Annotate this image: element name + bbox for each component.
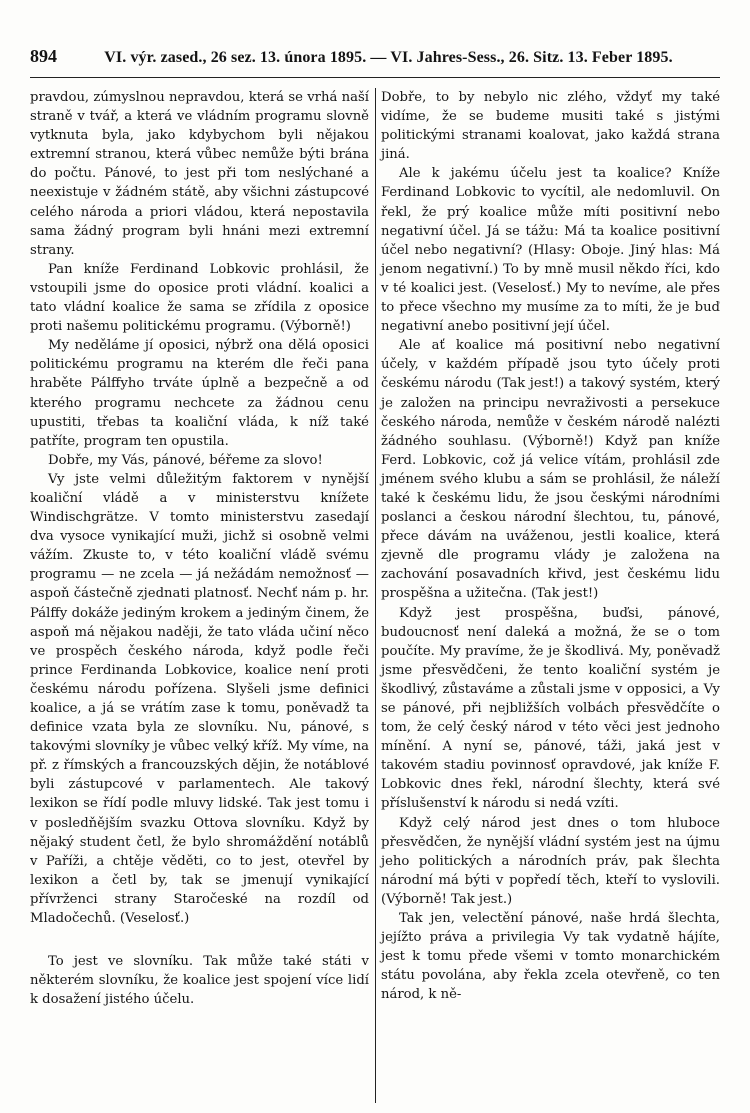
header-rule — [30, 77, 720, 78]
right-column — [375, 88, 720, 1103]
left-column — [30, 88, 375, 1103]
running-head: VI. výr. zased., 26 sez. 13. února 1895. — VI. Jahres-Sess., 26. Sitz. 13. Feber 1895. — [104, 49, 673, 66]
paragraph: Ale ať koalice má positivní nebo negativní účely, v každém případě jsou tyto účely proti českému národu (Tak jest!) a takový systém, který je založen na principu nevraživosti a persekuce českého národa, nemůže v českém národě nalézti žádného souhlasu. (Výborně!) Když pan kníže Ferd. Lobkovic, což já velice vítám, prohlásil zde jménem svého klubu a sám se prohlásil, že náleží také k českému lidu, že jsou českými národními poslanci a českou národní šlechtou, tu, pánové, přece dávám na uváženou, jestli koalice, která zjevně dle programu vlády je založena na zachování posavadních křivd, jest českému lidu prospěšna a užitečna. (Tak jest!) — [381, 338, 720, 602]
paragraph: Vy jste velmi důležitým faktorem v nynější koaliční vládě a v ministerstvu knížete Windischgrätze. V tomto ministerstvu zasedají dva vysoce vynikající muži, jichž si osobně velmi vážím. Zkuste to, v této koaliční vládě svému programu — ne zcela — já nežádám nemožnosť — aspoň částečně zjednati platnosť. Nechť nám p. hr. Pálffy dokáže jediným krokem a jediným činem, že aspoň má nějakou naději, že tato vláda učiní něco ve prospěch českého národa, když podle řeči prince Ferdinanda Lobkovice, koalice není proti českému národu pořízena. Slyšeli jsme definici koalice, a já se vrátím zase k tomu, poněvadž ta definice vzata byla ze slovníku. Nu, pánové, s takovými slovníky je vůbec velký kříž. My víme, na př. z římských a francouzských dějin, že notáblové byli zástupcové v parlamentech. Ale takový lexikon se řídí podle mluvy lidské. Tak jest tomu i v posledňějším svazku Ottova slovníku. Když by nějaký student četl, že bylo shromáždění notáblů v Paříži, a chtěje věděti, co to jest, otevřel by lexikon a četl by, tak se jmenují vynikající přívrženci strany Staročeské na rozdíl od Mladočechů. (Veselosť.) — [30, 471, 369, 927]
paragraph: Když jest prospěšna, buďsi, pánové, budoucnosť není daleká a možná, že se o tom poučíte. My pravíme, že je škodlivá. My, poněvadž jsme přesvědčeni, že tento koaliční systém je škodlivý, zůstaváme a zůstali jsme v opposici, a Vy se pánové, při nejbližších volbách přesvědčíte o tom, že celý český národ v této věci jest jednoho mínění. A nyní se, pánové, táži, jaká jest v takovém stadiu povinnosť opravdové, jak kníže F. Lobkovic dnes řekl, národní šlechty, která své příslušenství k národu si nedá vzíti. — [381, 605, 720, 812]
paragraph: Pan kníže Ferdinand Lobkovic prohlásil, že vstoupili jsme do oposice proti vládní. koalici a tato vládní koalice že sama se zřídila z oposice proti našemu politickému programu. (Výborně!) — [30, 261, 369, 335]
paragraph: pravdou, zúmyslnou nepravdou, která se vrhá naší straně v tvář, a která ve vládním programu slovně vytknuta byla, jako kdybychom byli nějakou extremní stranou, která vůbec nemůže býti brána do počtu. Pánové, to jest při tom neslýchané a neexistuje v žádném státě, aby všichni zástupcové celého národa a priori vládou, která nepostavila sama žádný program byli hnáni mezi extremní strany. — [30, 90, 369, 258]
paragraph: Tak jen, velectění pánové, naše hrdá šlechta, jejížto práva a privilegia Vy tak vydatně hájíte, jest k tomu přede všemi v tomto monarchickém státu povolána, aby řekla zcela otevřeně, co ten národ, k ně- — [381, 911, 720, 1003]
paragraph: Dobře, to by nebylo nic zlého, vždyť my také vidíme, že se budeme musiti také s jistými politickými stranami koalovat, jako každá strana jiná. — [381, 90, 720, 163]
page-number: 894 — [30, 46, 57, 66]
paragraph: Když celý národ jest dnes o tom hluboce přesvědčen, že nynější vládní systém jest na újmu jeho politických a národních práv, pak šlechta národní má býti v popředí těch, kteří to vyslovili. (Výborně! Tak jest.) — [381, 815, 720, 907]
paragraph: To jest ve slovníku. Tak může také státi v některém slovníku, že koalice jest spojení více lidí k dosažení jistého účelu. — [30, 954, 369, 1008]
text-columns — [30, 88, 720, 1103]
paragraph: Dobře, my Vás, pánové, béřeme za slovo! — [48, 452, 323, 468]
page-header — [30, 46, 720, 72]
paragraph: My neděláme jí oposici, nýbrž ona dělá oposici politickému programu na kterém dle řeči pana hraběte Pálffyho trváte úplně a bezpečně a od kterého programu nechcete za žádnou cenu upustiti, třebas ta koaliční vláda, k níž také patříte, program ten opustila. — [30, 338, 369, 449]
paragraph: Ale k jakému účelu jest ta koalice? Kníže Ferdinand Lobkovic to vycítil, ale nedomluvil. On řekl, že prý koalice může míti positivní nebo negativní účel. Já se tážu: Má ta koalice positivní účel nebo negativní? (Hlasy: Oboje. Jiný hlas: Má jenom negativní.) To by mně musil někdo říci, kdo v té koalici jest. (Veselosť.) My to nevíme, ale přes to přece všechno my musíme za to míti, že je buď negativní anebo positivní její účel. — [381, 166, 720, 335]
